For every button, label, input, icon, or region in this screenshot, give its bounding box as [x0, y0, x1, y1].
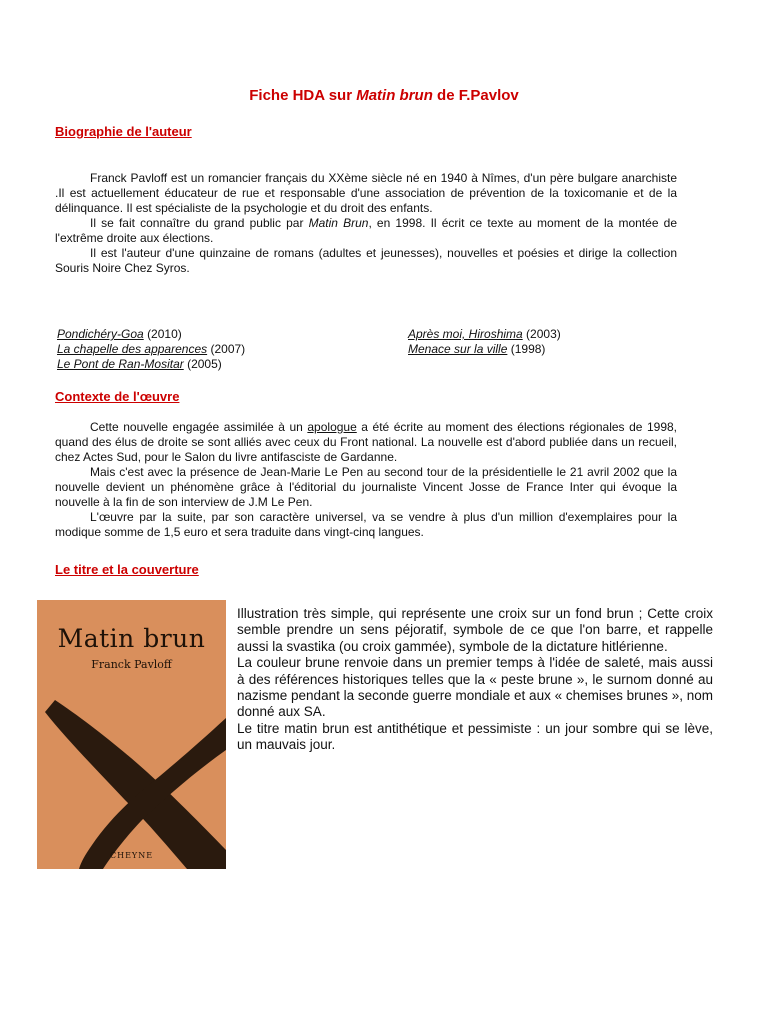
cover-section-heading: Le titre et la couverture	[55, 562, 199, 577]
book-item: Après moi, Hiroshima (2003)	[408, 327, 561, 341]
book-item: Le Pont de Ran-Mositar (2005)	[57, 357, 222, 371]
biography-paragraph: Il est l'auteur d'une quinzaine de romans (adultes et jeunesses), nouvelles et poésies et dirige la collection Souris Noire Chez Syros.	[55, 246, 677, 275]
book-item: La chapelle des apparences (2007)	[57, 342, 246, 356]
title-prefix: Fiche HDA sur	[249, 87, 357, 104]
biography-paragraph: Il se fait connaître du grand public par Matin Brun, en 1998. Il écrit ce texte au moment de la montée de l'extrême droite aux élections.	[55, 216, 678, 245]
book-item: Pondichéry-Goa (2010)	[57, 327, 182, 341]
book-item: Menace sur la ville (1998)	[408, 342, 546, 356]
cover-author: Franck Pavloff	[91, 658, 172, 671]
cover-analysis-text	[237, 606, 713, 754]
apologue-link: apologue	[307, 420, 357, 434]
cover-paragraph: Le titre matin brun est antithétique et pessimiste : un jour sombre qui se lève, un mauvais jour.	[237, 720, 713, 753]
cover-paragraph: Illustration très simple, qui représente une croix sur un fond brun ; Cette croix semble prendre un sens péjoratif, symbole de ce que l'on barre, et rappelle aussi la svastika (ou croix gammée), symbole de la dictature hitlérienne.	[237, 606, 713, 654]
cover-publisher: CHEYNE	[109, 851, 154, 860]
context-paragraph: Cette nouvelle engagée assimilée à un apologue a été écrite au moment des élections régionales de 1998, quand des élus de droite se sont alliés avec ceux du Front national. La nouvelle est d'abord publiée dans un recueil, chez Actes Sud, pour le Salon du livre antifasciste de Gardanne.	[55, 420, 677, 464]
biography-text	[55, 171, 677, 276]
cover-paragraph: La couleur brune renvoie dans un premier temps à l'idée de saleté, mais aussi à des références historiques telles que la « peste brune », le surnom donné au nazisme pendant la seconde guerre mondiale et aux « chemises brunes », nom donné aux SA.	[237, 655, 713, 720]
biography-paragraph: Franck Pavloff est un romancier français du XXème siècle né en 1940 à Nîmes, d'un père bulgare anarchiste .Il est actuellement éducateur de rue et responsable d'une association de prévention de la toxicomanie et de la délinquance. Il est spécialiste de la psychologie et du droit des enfants.	[55, 171, 677, 215]
title-work: Matin brun	[356, 87, 433, 104]
context-text	[55, 420, 677, 540]
context-heading: Contexte de l'œuvre	[55, 389, 180, 404]
context-paragraph: L'œuvre par la suite, par son caractère universel, va se vendre à plus d'un million d'exemplaires pour la modique somme de 1,5 euro et sera traduite dans vingt-cinq langues.	[55, 510, 677, 539]
page-title	[0, 87, 768, 104]
title-suffix: de F.Pavlov	[432, 87, 519, 104]
biography-heading: Biographie de l'auteur	[55, 124, 192, 139]
cover-title: Matin brun	[57, 624, 206, 653]
context-paragraph: Mais c'est avec la présence de Jean-Marie Le Pen au second tour de la présidentielle le 21 avril 2002 que la nouvelle devient un phénomène grâce à l'éditorial du journaliste Vincent Josse de France Inter qui évoque la nouvelle à la fin de son interview de J.M Le Pen.	[55, 465, 677, 509]
book-cover-image	[37, 600, 226, 869]
